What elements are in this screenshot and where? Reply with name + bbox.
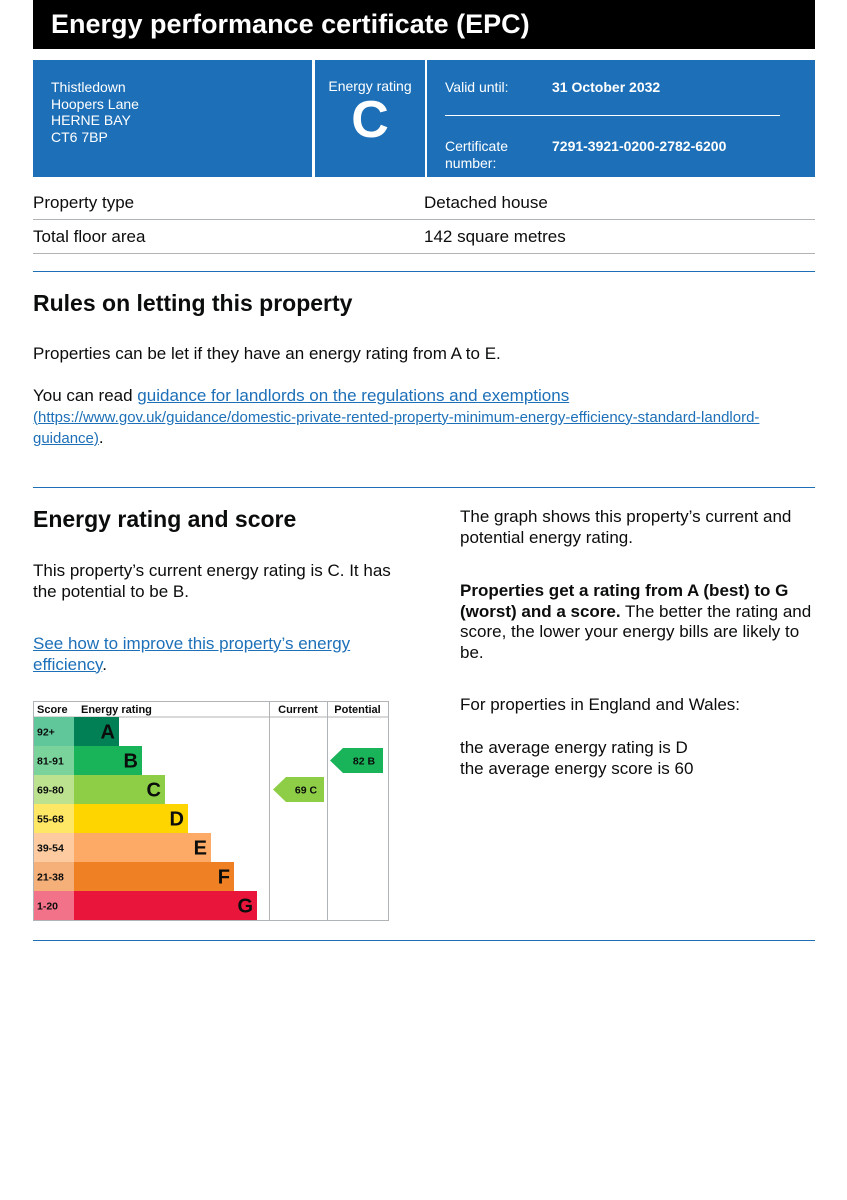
- floor-area-label: Total floor area: [33, 227, 146, 246]
- improve-efficiency-link[interactable]: See how to improve this property’s energy efficiency: [33, 634, 351, 674]
- header-score: Score: [37, 704, 68, 716]
- section-divider: [33, 271, 815, 272]
- score-band-label: 1-20: [37, 900, 59, 913]
- header-current: Current: [278, 704, 318, 716]
- energy-rating-label: Energy rating: [328, 78, 412, 94]
- rating-bar-letter: E: [193, 837, 207, 860]
- certificate-number: 7291-3921-0200-2782-6200: [552, 138, 727, 154]
- rating-bar-letter: A: [100, 721, 115, 744]
- header-energy-rating: Energy rating: [81, 704, 152, 716]
- address-line: HERNE BAY: [51, 112, 131, 128]
- score-band-label: 39-54: [37, 842, 64, 855]
- property-address: [33, 60, 312, 177]
- landlord-guidance-paragraph: [33, 386, 793, 450]
- header-potential: Potential: [334, 704, 381, 716]
- floor-area-value: 142 square metres: [424, 227, 566, 246]
- energy-heading: Energy rating and score: [33, 506, 297, 532]
- rating-bar-letter: F: [217, 866, 230, 889]
- certificate-number-label: Certificate number:: [445, 138, 509, 171]
- rating-bar-letter: G: [237, 895, 253, 918]
- guidance-suffix: .: [98, 428, 104, 447]
- address-line: Thistledown: [51, 79, 126, 95]
- property-type-label: Property type: [33, 193, 135, 212]
- rating-bar-letter: B: [123, 750, 138, 773]
- score-band-label: 69-80: [37, 784, 64, 797]
- property-type-value: Detached house: [424, 193, 548, 212]
- score-band-label: 92+: [37, 726, 55, 739]
- certificate-details: [427, 60, 815, 177]
- table-row: [33, 186, 815, 220]
- current-rating-text: This property’s current energy rating is C. It has the potential to be B.: [33, 561, 391, 601]
- rating-bar-letter: C: [146, 779, 161, 802]
- score-band-label: 55-68: [37, 813, 64, 826]
- landlord-guidance-url-link[interactable]: (https://www.gov.uk/guidance/domestic-private-rented-property-minimum-energy-efficiency-standard-landlord-guidance): [33, 408, 760, 447]
- improve-suffix: .: [102, 654, 108, 674]
- certificate-summary-panel: [33, 60, 815, 177]
- address-line: CT6 7BP: [51, 128, 108, 145]
- potential-rating-label: 82 B: [352, 755, 376, 768]
- letting-rules-text: Properties can be let if they have an energy rating from A to E.: [33, 344, 501, 363]
- current-rating-label: 69 C: [294, 784, 318, 797]
- england-wales-text: For properties in England and Wales:: [460, 695, 741, 714]
- guidance-prefix: You can read: [33, 386, 138, 405]
- rating-explanation: [460, 581, 820, 663]
- valid-until-date: 31 October 2032: [552, 79, 661, 95]
- rating-explanation-rest: The better the rating and score, the lower your energy bills are likely to be.: [460, 601, 812, 662]
- section-divider: [33, 487, 815, 488]
- energy-rating-graph: [33, 701, 389, 922]
- energy-rating-summary: [315, 60, 425, 177]
- energy-rating-chart: [33, 701, 389, 927]
- improve-paragraph: [33, 634, 393, 675]
- table-row: [33, 220, 815, 254]
- property-details-table: [33, 186, 815, 254]
- graph-description: The graph shows this property’s current and potential energy rating.: [460, 507, 792, 547]
- rating-bar: [74, 862, 234, 891]
- details-divider: [445, 115, 780, 116]
- page-title: Energy performance certificate (EPC): [33, 0, 815, 49]
- address-line: Hoopers Lane: [51, 95, 139, 112]
- rating-bar-letter: D: [169, 808, 184, 831]
- letting-heading: Rules on letting this property: [33, 290, 353, 316]
- energy-rating-letter: C: [351, 91, 389, 149]
- average-rating-text: [460, 738, 820, 779]
- rating-bar: [74, 891, 257, 920]
- average-rating-line: the average energy rating is D: [460, 738, 688, 757]
- landlord-guidance-link[interactable]: guidance for landlords on the regulations and exemptions: [137, 386, 570, 405]
- valid-until-label: Valid until:: [445, 79, 509, 95]
- section-divider: [33, 940, 815, 941]
- score-band-label: 21-38: [37, 871, 64, 884]
- rating-explanation-bold: Properties get a rating from A (best) to G (worst) and a score.: [460, 581, 789, 621]
- score-band-label: 81-91: [37, 755, 64, 768]
- rating-bar: [74, 833, 211, 862]
- average-score-line: the average energy score is 60: [460, 758, 694, 778]
